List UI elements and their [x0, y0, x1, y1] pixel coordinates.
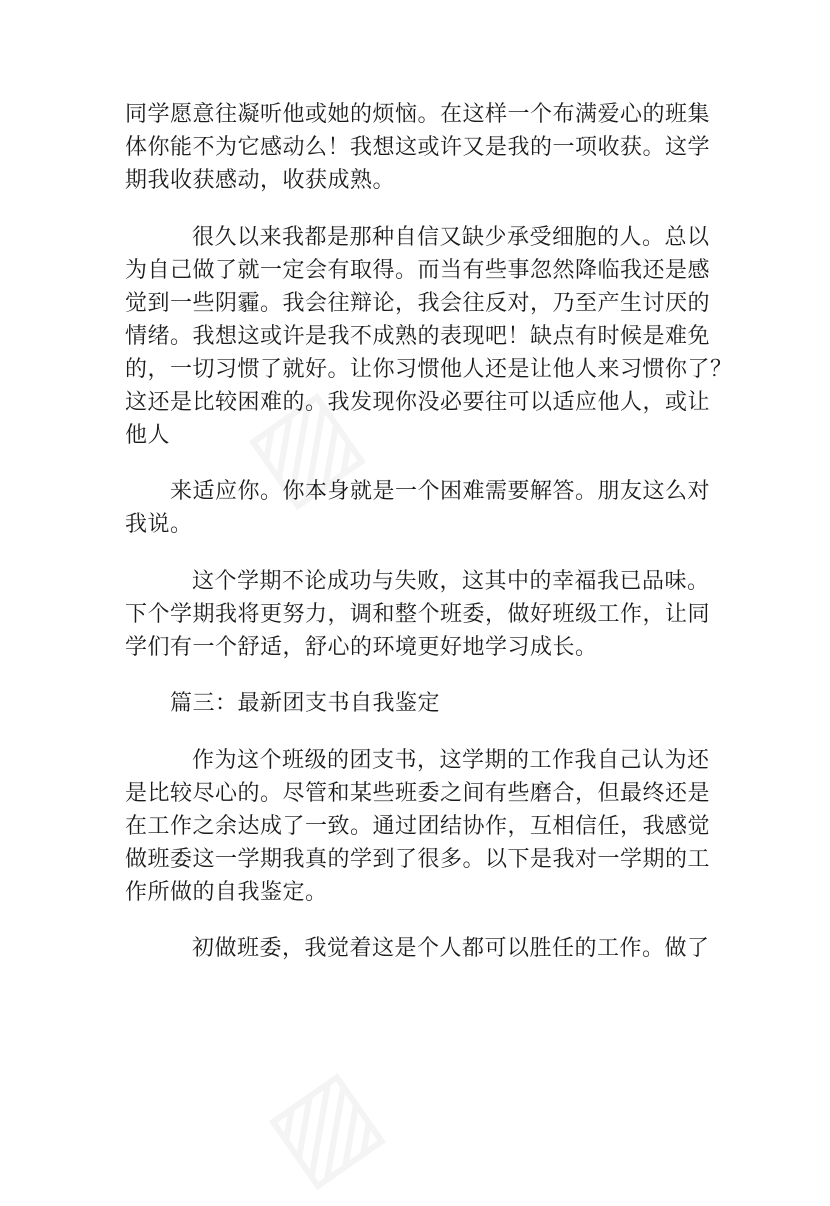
text-line: 下个学期我将更努力，调和整个班委，做好班级工作，让同	[125, 601, 711, 627]
text-line: 在工作之余达成了一致。通过团结协作，互相信任，我感觉	[125, 813, 711, 839]
text-line: 同学愿意往凝听他或她的烦恼。在这样一个布满爱心的班集	[125, 102, 711, 127]
text-line: 学们有一个舒适，舒心的环境更好地学习成长。	[125, 634, 598, 660]
text-line: 他人	[125, 422, 171, 448]
text-line: 这还是比较困难的。我发现你没必要往可以适应他人，或让	[125, 389, 711, 415]
paragraph-start-line: 作为这个班级的团支书，这学期的工作我自己认为还	[192, 747, 710, 773]
text-line: 作所做的自我鉴定。	[125, 879, 328, 905]
paragraph-start-line: 很久以来我都是那种自信又缺少承受细胞的人。总以	[192, 224, 710, 250]
text-line: 做班委这一学期我真的学到了很多。以下是我对一学期的工	[125, 846, 711, 872]
paragraph-start-line: 这个学期不论成功与失败，这其中的幸福我已品味。	[192, 568, 710, 594]
paragraph-start-line: 来适应你。你本身就是一个困难需要解答。朋友这么对	[170, 479, 711, 504]
text-line: 期我收获感动，收获成熟。	[125, 168, 396, 193]
text-line: 情绪。我想这或许是我不成熟的表现吧！缺点有时候是难免	[125, 323, 711, 349]
text-line: 我说。	[125, 512, 193, 537]
text-line: 觉到一些阴霾。我会往辩论，我会往反对，乃至产生讨厌的	[125, 290, 711, 316]
text-line: 体你能不为它感动么！我想这或许又是我的一项收获。这学	[125, 135, 711, 160]
document-body	[125, 98, 733, 965]
text-line: 为自己做了就一定会有取得。而当有些事忽然降临我还是感	[125, 257, 711, 283]
text-line: 是比较尽心的。尽管和某些班委之间有些磨合，但最终还是	[125, 780, 711, 806]
paragraph-start-line: 初做班委，我觉着这是个人都可以胜任的工作。做了	[192, 936, 710, 961]
text-line: 的，一切习惯了就好。让你习惯他人还是让他人来习惯你了？	[125, 356, 733, 382]
watermark	[243, 1042, 402, 1206]
section-heading: 篇三：最新团支书自我鉴定	[170, 691, 441, 716]
